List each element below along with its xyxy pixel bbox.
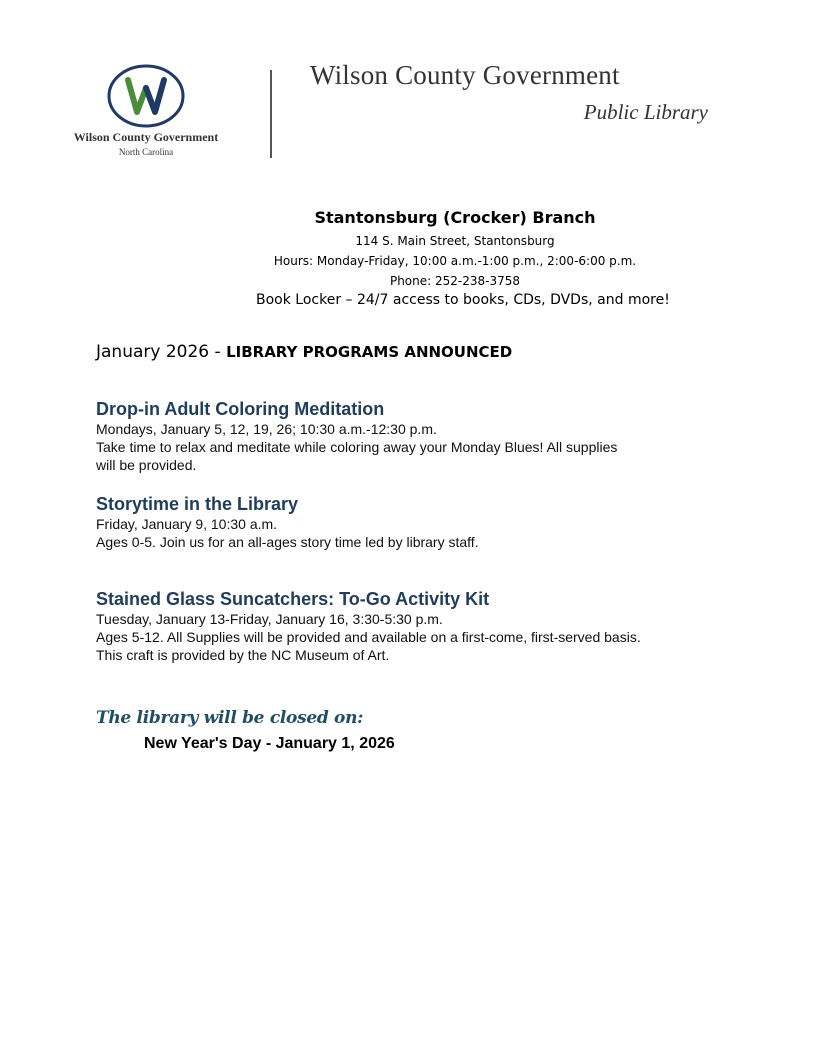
book-locker-note: Book Locker – 24/7 access to books, CDs, DVDs, and more! — [256, 292, 670, 308]
logo — [48, 64, 244, 157]
announcement-month: January 2026 — [96, 342, 210, 362]
program-description: This craft is provided by the NC Museum of Art. — [96, 647, 390, 663]
program-description: Take time to relax and meditate while coloring away your Monday Blues! All supplies — [96, 439, 618, 455]
program-when: Tuesday, January 13-Friday, January 16, 3:30-5:30 p.m. — [96, 611, 443, 627]
page-subtitle: Public Library — [583, 100, 708, 124]
announcement-title: LIBRARY PROGRAMS ANNOUNCED — [226, 343, 513, 361]
logo-name: Wilson County Government — [73, 130, 219, 144]
program-description: Ages 0-5. Join us for an all-ages story time led by library staff. — [96, 534, 479, 550]
program-description: will be provided. — [96, 457, 197, 473]
program-title: Stained Glass Suncatchers: To-Go Activity Kit — [96, 589, 490, 609]
closure-item: New Year's Day - January 1, 2026 — [144, 735, 395, 752]
program-suncatchers — [96, 588, 736, 664]
program-title: Drop-in Adult Coloring Meditation — [96, 399, 385, 419]
branch-hours: Hours: Monday-Friday, 10:00 a.m.-1:00 p.m., 2:00-6:00 p.m. — [273, 254, 637, 268]
program-title: Storytime in the Library — [96, 494, 299, 514]
wilson-county-logo-icon — [106, 64, 186, 128]
closures-title: The library will be closed on: — [96, 708, 364, 728]
branch-phone: Phone: 252-238-3758 — [389, 274, 521, 288]
branch-name: Stantonsburg (Crocker) Branch — [314, 208, 596, 227]
header-divider — [270, 70, 272, 158]
page-title: Wilson County Government — [310, 60, 620, 90]
logo-subtitle: North Carolina — [118, 147, 174, 157]
branch-address: 114 S. Main Street, Stantonsburg — [355, 234, 555, 248]
program-storytime — [96, 493, 736, 551]
program-description: Ages 5-12. All Supplies will be provided and available on a first-come, first-served basis. — [96, 629, 641, 645]
program-coloring-meditation — [96, 398, 736, 474]
announcement-heading — [96, 342, 512, 362]
program-when: Mondays, January 5, 12, 19, 26; 10:30 a.m.-12:30 p.m. — [96, 421, 437, 437]
program-when: Friday, January 9, 10:30 a.m. — [96, 516, 278, 532]
announcement-separator: - — [209, 342, 227, 362]
branch-info — [240, 208, 670, 291]
